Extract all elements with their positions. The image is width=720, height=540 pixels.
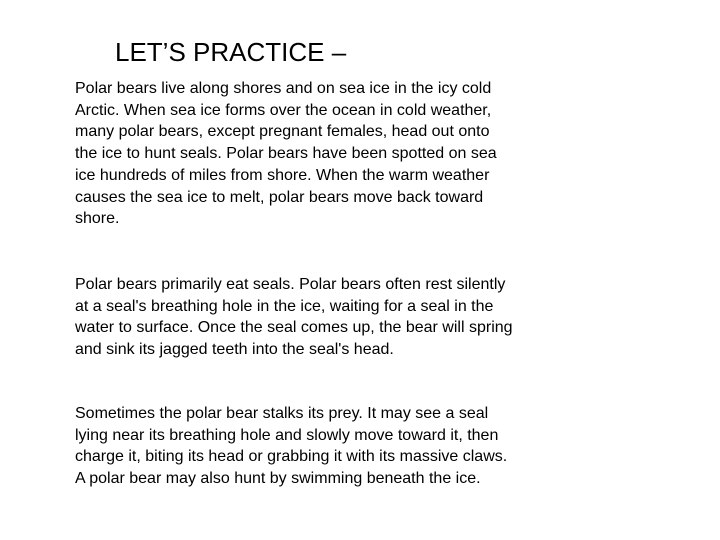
slide-title: LET’S PRACTICE – xyxy=(115,37,347,67)
paragraph-habitat: Polar bears live along shores and on sea ice in the icy cold Arctic. When sea ice forms over the ocean in cold weather, many polar bears, except pregnant females, head out onto the ice to hunt seals. Polar bears have been spotted on sea ice hundreds of miles from shore. When the warm weather causes the sea ice to melt, polar bears move back toward shore. xyxy=(75,80,497,228)
paragraph-hunting: Sometimes the polar bear stalks its prey. It may see a seal lying near its breathing hole and slowly move toward it, then charge it, biting its head or grabbing it with its massive claws. A polar bear may also hunt by swimming beneath the ice. xyxy=(75,405,508,488)
paragraph-diet: Polar bears primarily eat seals. Polar bears often rest silently at a seal's breathing hole in the ice, waiting for a seal in the water to surface. Once the seal comes up, the bear will spring and sink its jagged teeth into the seal's head. xyxy=(75,276,513,359)
